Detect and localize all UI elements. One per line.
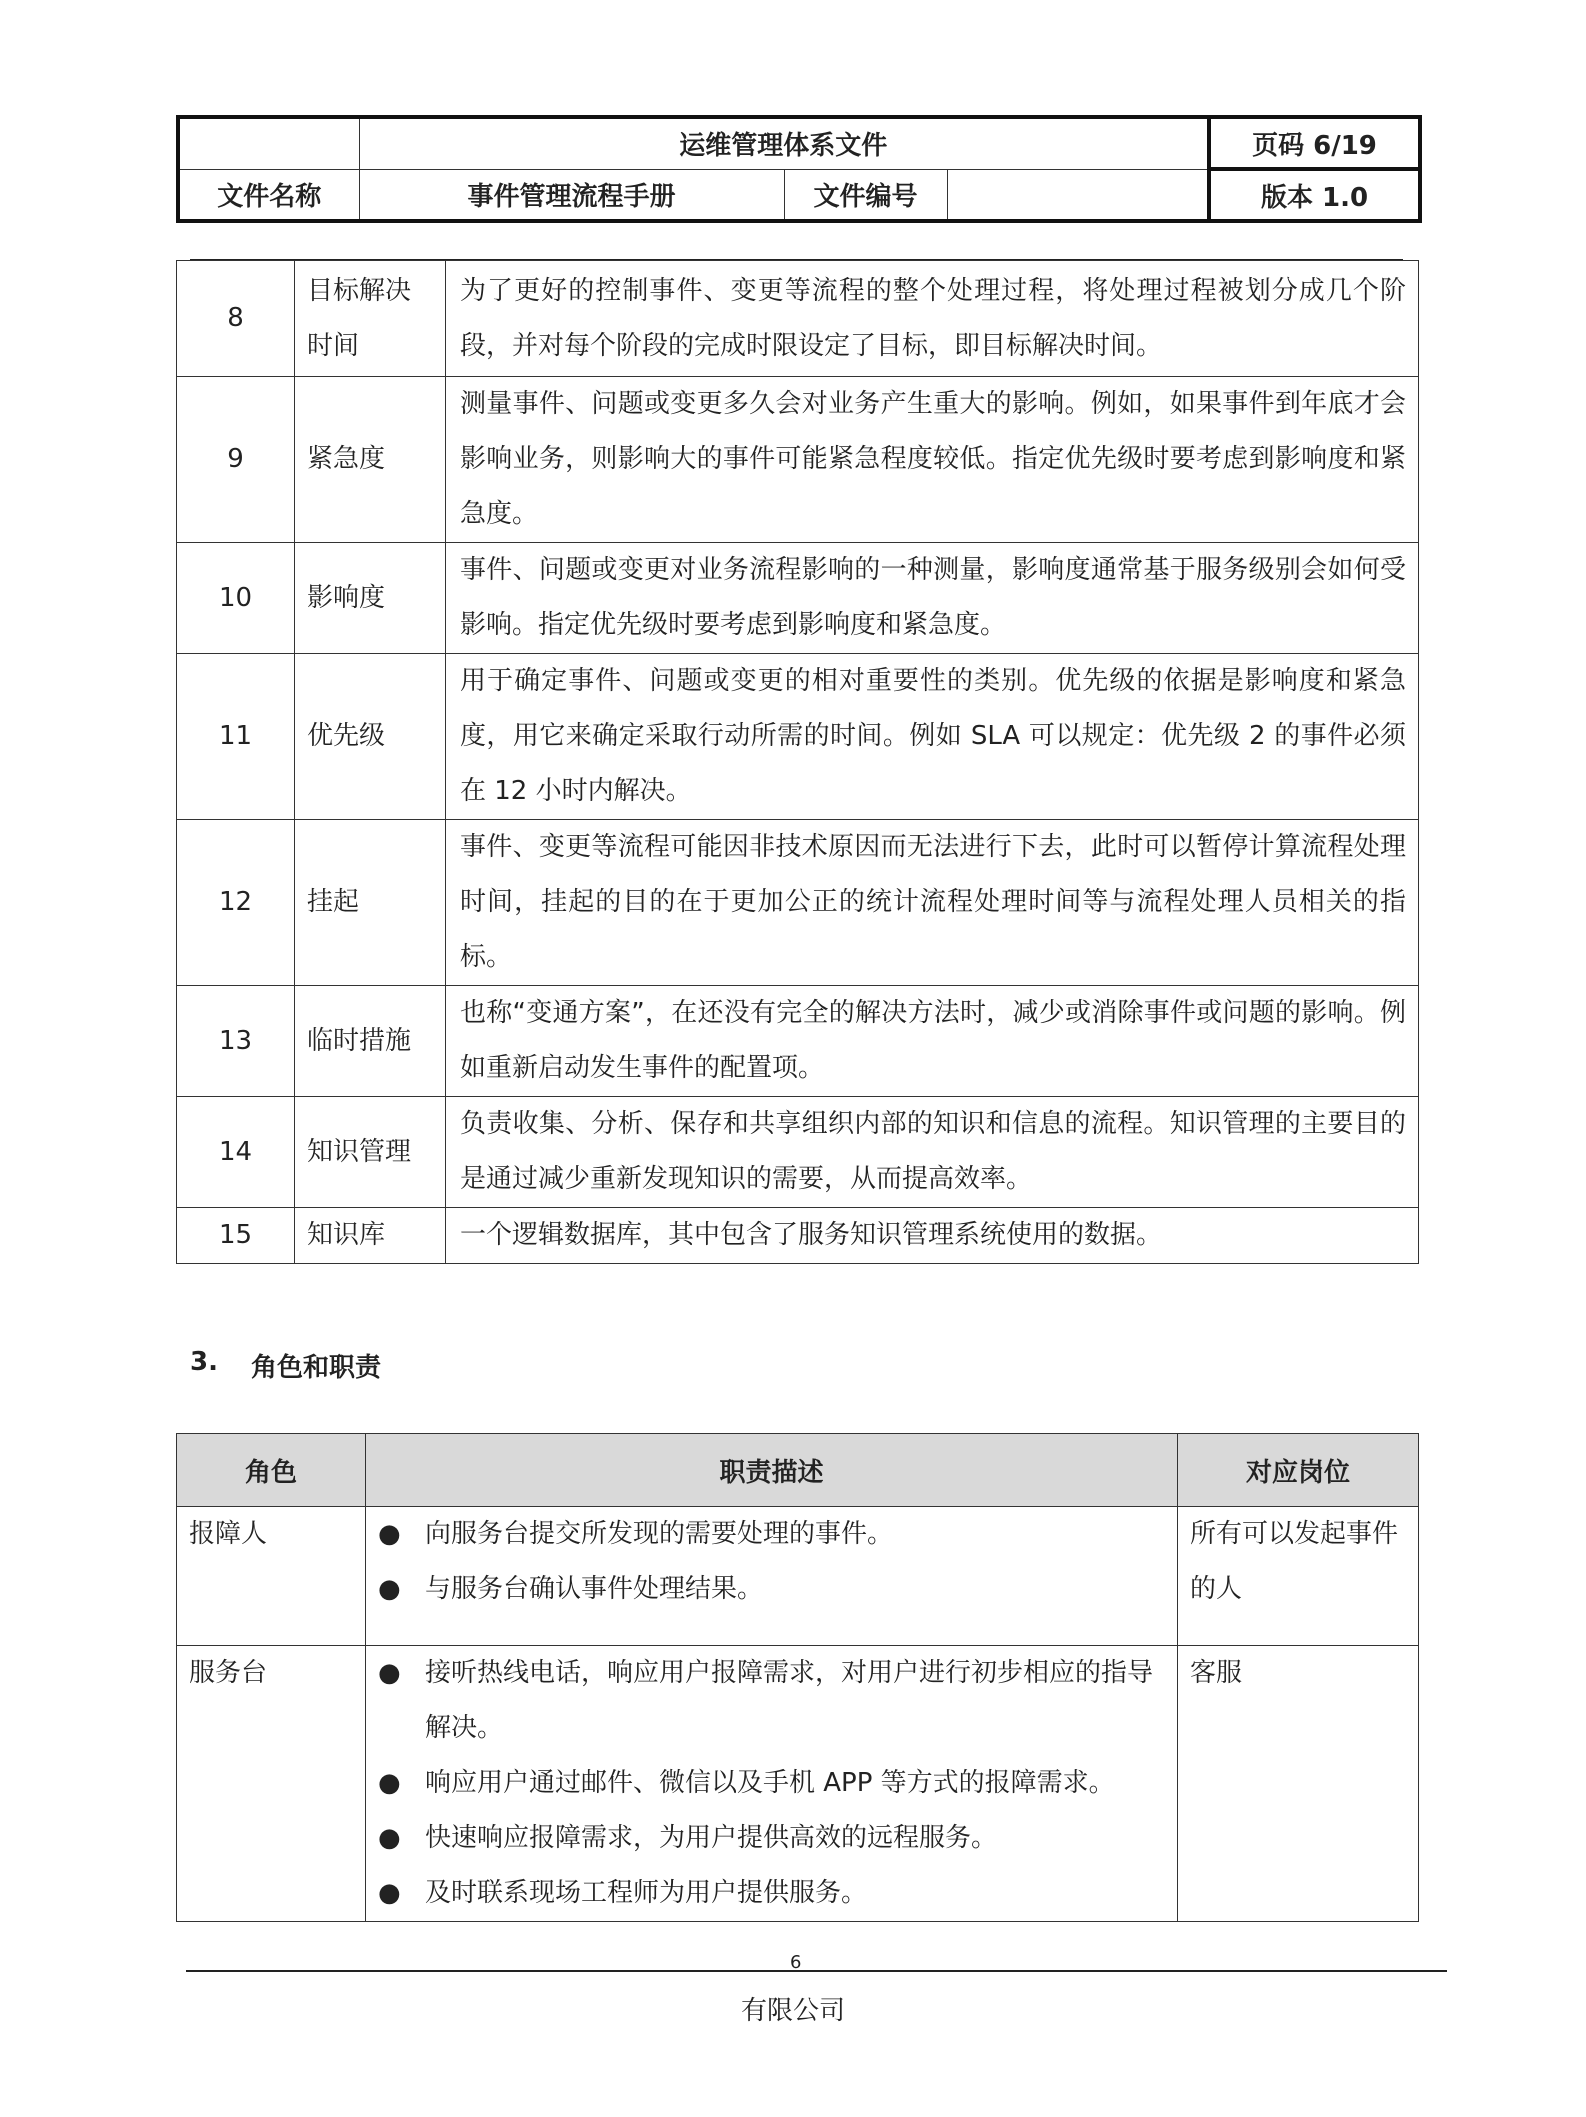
term-number: 9 bbox=[177, 377, 295, 543]
term-description: 测量事件、问题或变更多久会对业务产生重大的影响。例如，如果事件到年底才会影响业务，则影响大的事件可能紧急程度较低。指定优先级时要考虑到影响度和紧急度。 bbox=[446, 377, 1419, 543]
section-number: 3. bbox=[190, 1347, 218, 1377]
table-row bbox=[177, 377, 1419, 543]
role-name: 报障人 bbox=[177, 1507, 366, 1646]
terms-table bbox=[176, 260, 1419, 1264]
duty-item bbox=[366, 1866, 1165, 1921]
col-header-role: 角色 bbox=[177, 1434, 366, 1507]
duty-text: 及时联系现场工程师为用户提供服务。 bbox=[425, 1878, 868, 1908]
term-number: 12 bbox=[177, 820, 295, 986]
term-name: 优先级 bbox=[295, 654, 446, 820]
duty-item bbox=[366, 1646, 1165, 1756]
version: 版本 1.0 bbox=[1209, 169, 1420, 221]
role-name: 服务台 bbox=[177, 1646, 366, 1922]
company-name: 有限公司 bbox=[740, 1996, 845, 2026]
section-heading bbox=[190, 1347, 382, 1383]
duty-list bbox=[366, 1507, 1165, 1617]
file-name-label: 文件名称 bbox=[178, 169, 359, 221]
bullet-icon: ● bbox=[378, 1519, 401, 1549]
table-row bbox=[177, 1097, 1419, 1208]
page-indicator: 页码 6/19 bbox=[1209, 117, 1420, 169]
bullet-icon: ● bbox=[378, 1574, 401, 1604]
term-number: 8 bbox=[177, 261, 295, 377]
bullet-icon: ● bbox=[378, 1658, 401, 1688]
duty-text: 与服务台确认事件处理结果。 bbox=[425, 1574, 764, 1604]
term-name: 影响度 bbox=[295, 543, 446, 654]
term-description: 事件、变更等流程可能因非技术原因而无法进行下去，此时可以暂停计算流程处理时间，挂起的目的在于更加公正的统计流程处理时间等与流程处理人员相关的指标。 bbox=[446, 820, 1419, 986]
page-number: 6 bbox=[790, 1952, 802, 1973]
duty-text: 接听热线电话，响应用户报障需求，对用户进行初步相应的指导解决。 bbox=[425, 1658, 1154, 1743]
bullet-icon: ● bbox=[378, 1823, 401, 1853]
duty-item bbox=[366, 1507, 1165, 1562]
roles-table bbox=[176, 1433, 1419, 1922]
table-row bbox=[177, 986, 1419, 1097]
term-description: 也称“变通方案”，在还没有完全的解决方法时，减少或消除事件或问题的影响。例如重新启动发生事件的配置项。 bbox=[446, 986, 1419, 1097]
table-row bbox=[177, 1208, 1419, 1264]
term-description: 事件、问题或变更对业务流程影响的一种测量，影响度通常基于服务级别会如何受影响。指定优先级时要考虑到影响度和紧急度。 bbox=[446, 543, 1419, 654]
term-description: 用于确定事件、问题或变更的相对重要性的类别。优先级的依据是影响度和紧急度，用它来确定采取行动所需的时间。例如 SLA 可以规定：优先级 2 的事件必须在 12 小时内解决。 bbox=[446, 654, 1419, 820]
table-row bbox=[177, 820, 1419, 986]
table-row bbox=[177, 261, 1419, 377]
duty-text: 快速响应报障需求，为用户提供高效的远程服务。 bbox=[425, 1823, 998, 1853]
term-name: 临时措施 bbox=[295, 986, 446, 1097]
term-description: 一个逻辑数据库，其中包含了服务知识管理系统使用的数据。 bbox=[446, 1208, 1419, 1264]
term-description: 为了更好的控制事件、变更等流程的整个处理过程，将处理过程被划分成几个阶段，并对每个阶段的完成时限设定了目标，即目标解决时间。 bbox=[446, 261, 1419, 377]
bullet-icon: ● bbox=[378, 1878, 401, 1908]
term-description: 负责收集、分析、保存和共享组织内部的知识和信息的流程。知识管理的主要目的是通过减少重新发现知识的需要，从而提高效率。 bbox=[446, 1097, 1419, 1208]
term-number: 10 bbox=[177, 543, 295, 654]
role-post: 客服 bbox=[1178, 1646, 1419, 1922]
term-number: 11 bbox=[177, 654, 295, 820]
bullet-icon: ● bbox=[378, 1768, 401, 1798]
table-row bbox=[177, 1646, 1419, 1922]
col-header-post: 对应岗位 bbox=[1178, 1434, 1419, 1507]
term-name: 知识管理 bbox=[295, 1097, 446, 1208]
file-no bbox=[947, 169, 1209, 221]
duty-item bbox=[366, 1811, 1165, 1866]
table-row bbox=[177, 543, 1419, 654]
term-name: 目标解决时间 bbox=[295, 261, 446, 377]
section-title: 角色和职责 bbox=[251, 1353, 382, 1383]
system-title: 运维管理体系文件 bbox=[359, 117, 1209, 169]
file-no-label: 文件编号 bbox=[784, 169, 947, 221]
role-post: 所有可以发起事件的人 bbox=[1178, 1507, 1419, 1646]
term-name: 知识库 bbox=[295, 1208, 446, 1264]
col-header-duties: 职责描述 bbox=[366, 1434, 1178, 1507]
duty-item bbox=[366, 1562, 1165, 1617]
term-number: 13 bbox=[177, 986, 295, 1097]
term-name: 紧急度 bbox=[295, 377, 446, 543]
duty-item bbox=[366, 1756, 1165, 1811]
term-name: 挂起 bbox=[295, 820, 446, 986]
term-number: 14 bbox=[177, 1097, 295, 1208]
table-row bbox=[177, 1507, 1419, 1646]
duty-text: 向服务台提交所发现的需要处理的事件。 bbox=[425, 1519, 894, 1549]
term-number: 15 bbox=[177, 1208, 295, 1264]
table-row bbox=[177, 654, 1419, 820]
duty-list bbox=[366, 1646, 1165, 1921]
duty-text: 响应用户通过邮件、微信以及手机 APP 等方式的报障需求。 bbox=[425, 1768, 1115, 1798]
footer-divider bbox=[186, 1970, 1447, 1972]
header-empty-cell bbox=[178, 117, 359, 169]
file-name: 事件管理流程手册 bbox=[359, 169, 784, 221]
document-header-table bbox=[176, 115, 1422, 223]
